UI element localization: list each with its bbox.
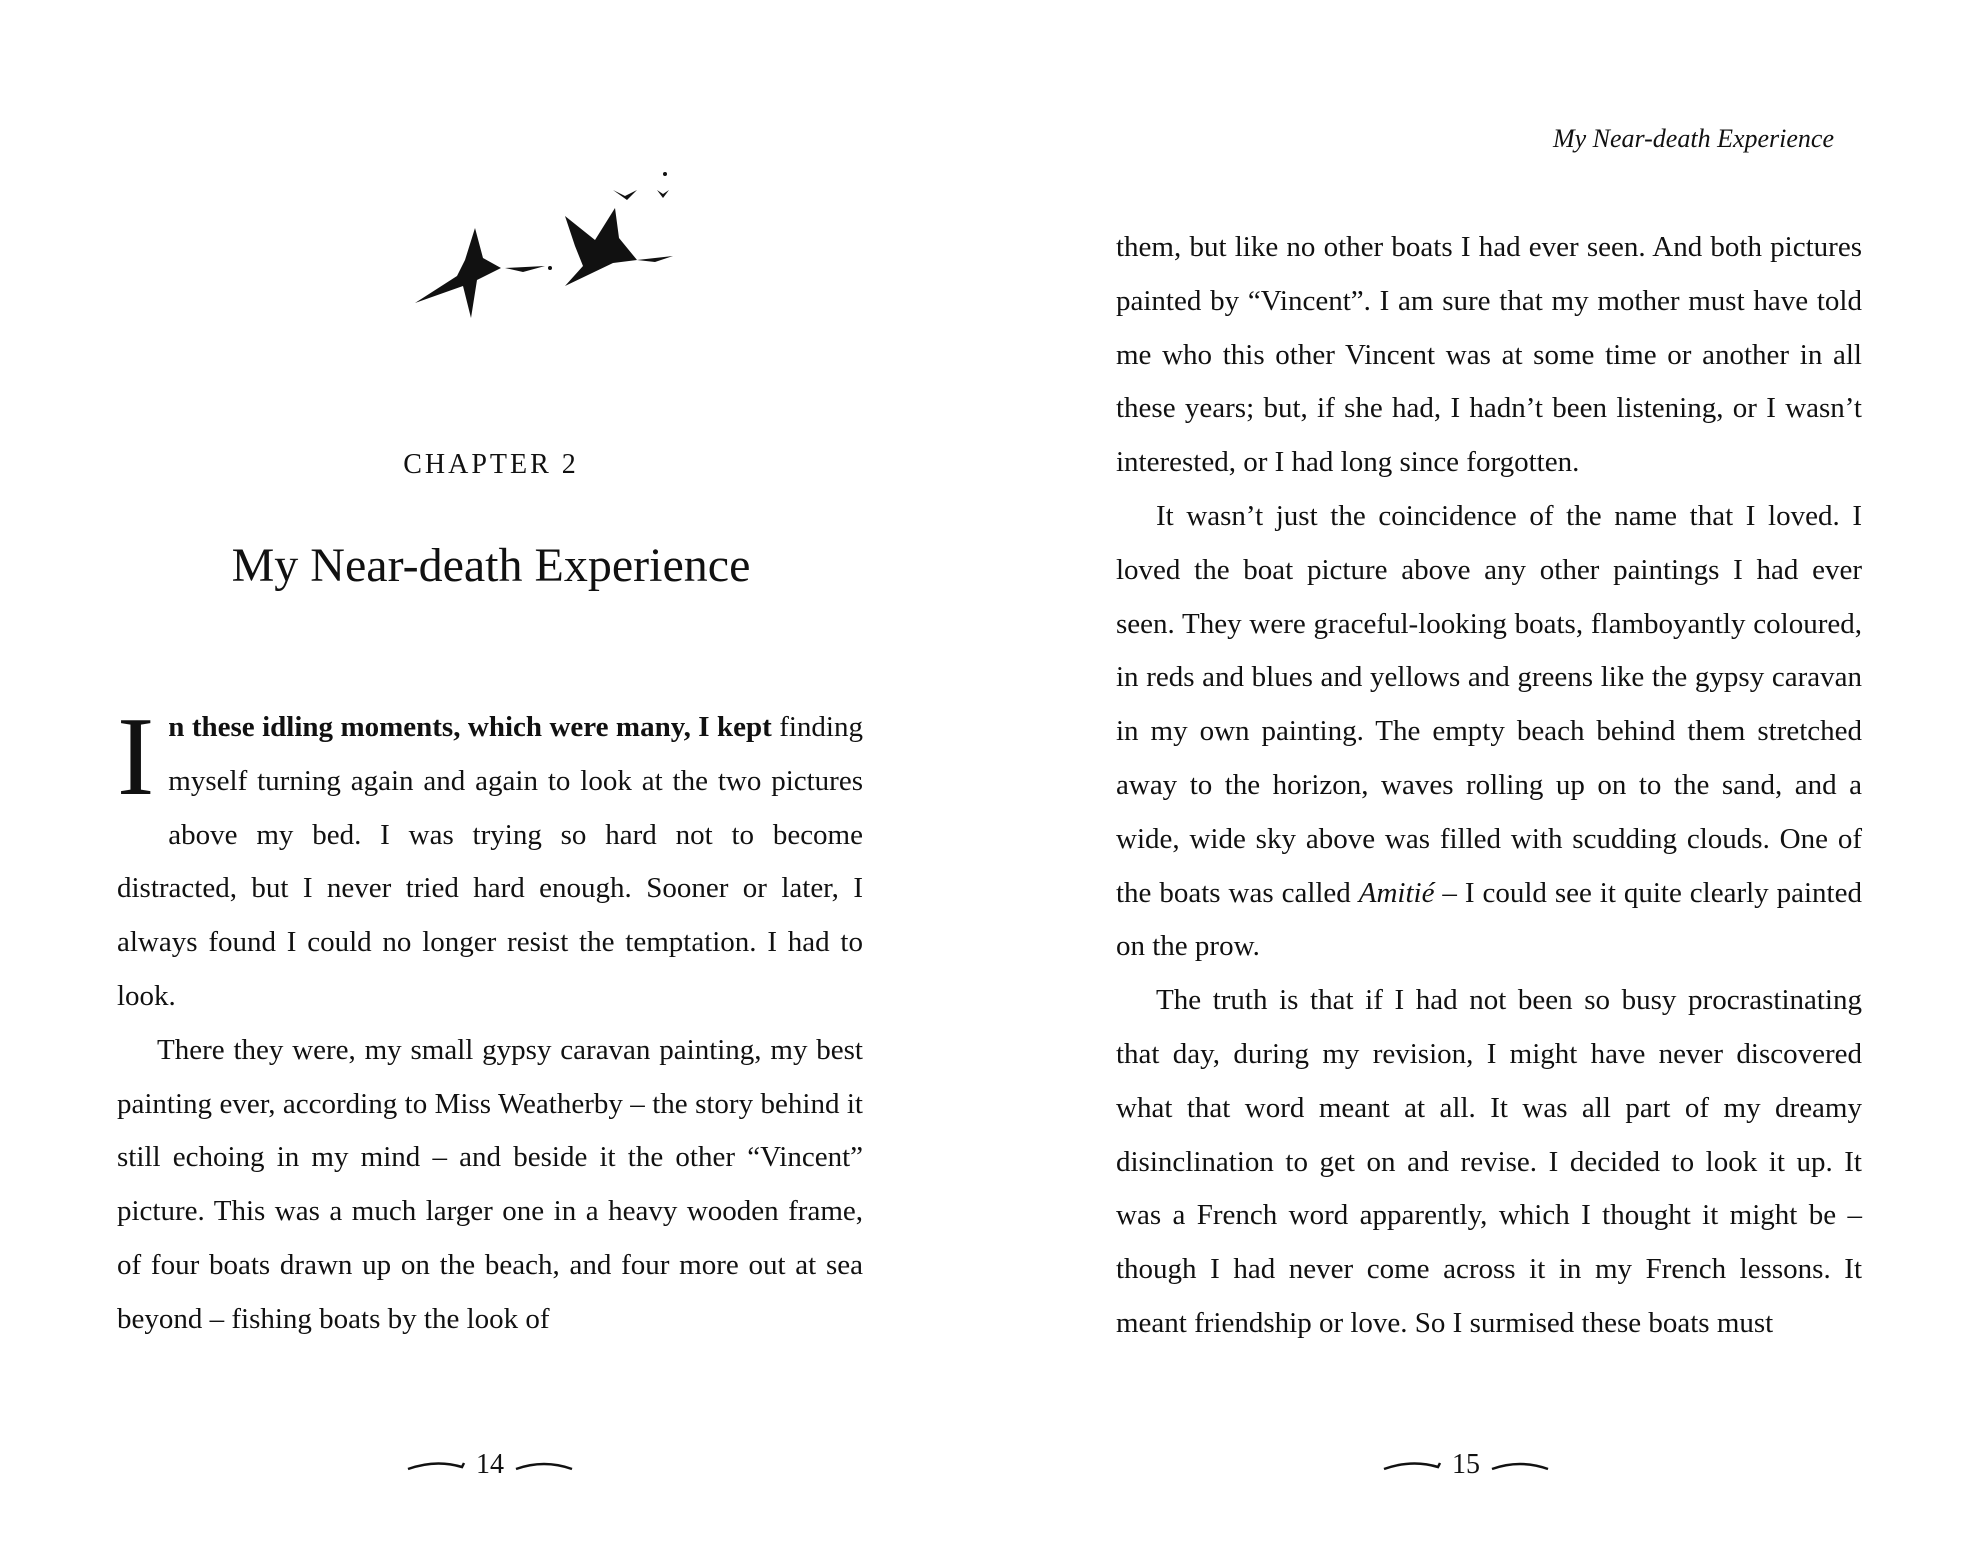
left-body-text xyxy=(117,695,863,1347)
boat-name: Amitié xyxy=(1358,876,1435,909)
page-number: 14 xyxy=(476,1449,504,1480)
swash-right-icon xyxy=(514,1455,574,1475)
paragraph xyxy=(117,695,863,1024)
swash-left-icon xyxy=(1382,1455,1442,1475)
swash-right-icon xyxy=(1490,1455,1550,1475)
right-page xyxy=(983,0,1965,1564)
page-number-footer xyxy=(1366,1440,1566,1490)
page-number-footer xyxy=(390,1440,590,1490)
drop-cap: I xyxy=(117,695,155,819)
flying-birds-icon xyxy=(405,168,750,338)
page-number: 15 xyxy=(1452,1449,1480,1480)
paragraph-text: finding myself turning again and again to look at the two pictures above my bed. I was trying so hard not to become distracted, but I never tried hard enough. Sooner or later, I always found I could no longer resist the temptation. I had to look. xyxy=(117,711,863,1012)
paragraph: There they were, my small gypsy caravan painting, my best painting ever, according to Miss Weatherby – the story behind it still echoing in my mind – and beside it the other “Vincent” picture. This was a much larger one in a heavy wooden frame, of four boats drawn up on the beach, and four more out at sea beyond – fishing boats by the look of xyxy=(117,1033,863,1335)
lead-in: n these idling moments, which were many, I kept xyxy=(168,711,772,743)
paragraph xyxy=(1116,490,1862,974)
swash-left-icon xyxy=(406,1455,466,1475)
paragraph-text: It wasn’t just the coincidence of the name that I loved. I loved the boat picture above any other paintings I had ever seen. They were graceful-looking boats, flamboyantly coloured, in reds and blues and yellows and greens like the gypsy caravan in my own painting. The empty beach behind them stretched away to the horizon, waves rolling up on to the sand, and a wide, wide sky above was filled with scudding clouds. One of the boats was called xyxy=(1116,499,1862,909)
chapter-label: CHAPTER 2 xyxy=(403,449,579,480)
chapter-title: My Near-death Experience xyxy=(231,539,751,592)
right-body-text xyxy=(1116,221,1862,1351)
paragraph: The truth is that if I had not been so busy procrastinating that day, during my revision, I might have never discovered what that word meant at all. It was all part of my dreamy disinclination to get on and revise. I decided to look it up. It was a French word apparently, which I thought it might be – though I had never come across it in my French lessons. It meant friendship or love. So I surmised these boats must xyxy=(1116,984,1862,1339)
paragraph-text: – I could see it quite clearly painted on the prow. xyxy=(1116,876,1862,963)
paragraph: them, but like no other boats I had ever seen. And both pictures painted by “Vincent”. I am sure that my mother must have told me who this other Vincent was at some time or another in all these years; but, if she had, I hadn’t been listening, or I wasn’t interested, or I had long since forgotten. xyxy=(1116,231,1862,479)
left-page xyxy=(0,0,982,1564)
running-head: My Near-death Experience xyxy=(1552,124,1834,153)
